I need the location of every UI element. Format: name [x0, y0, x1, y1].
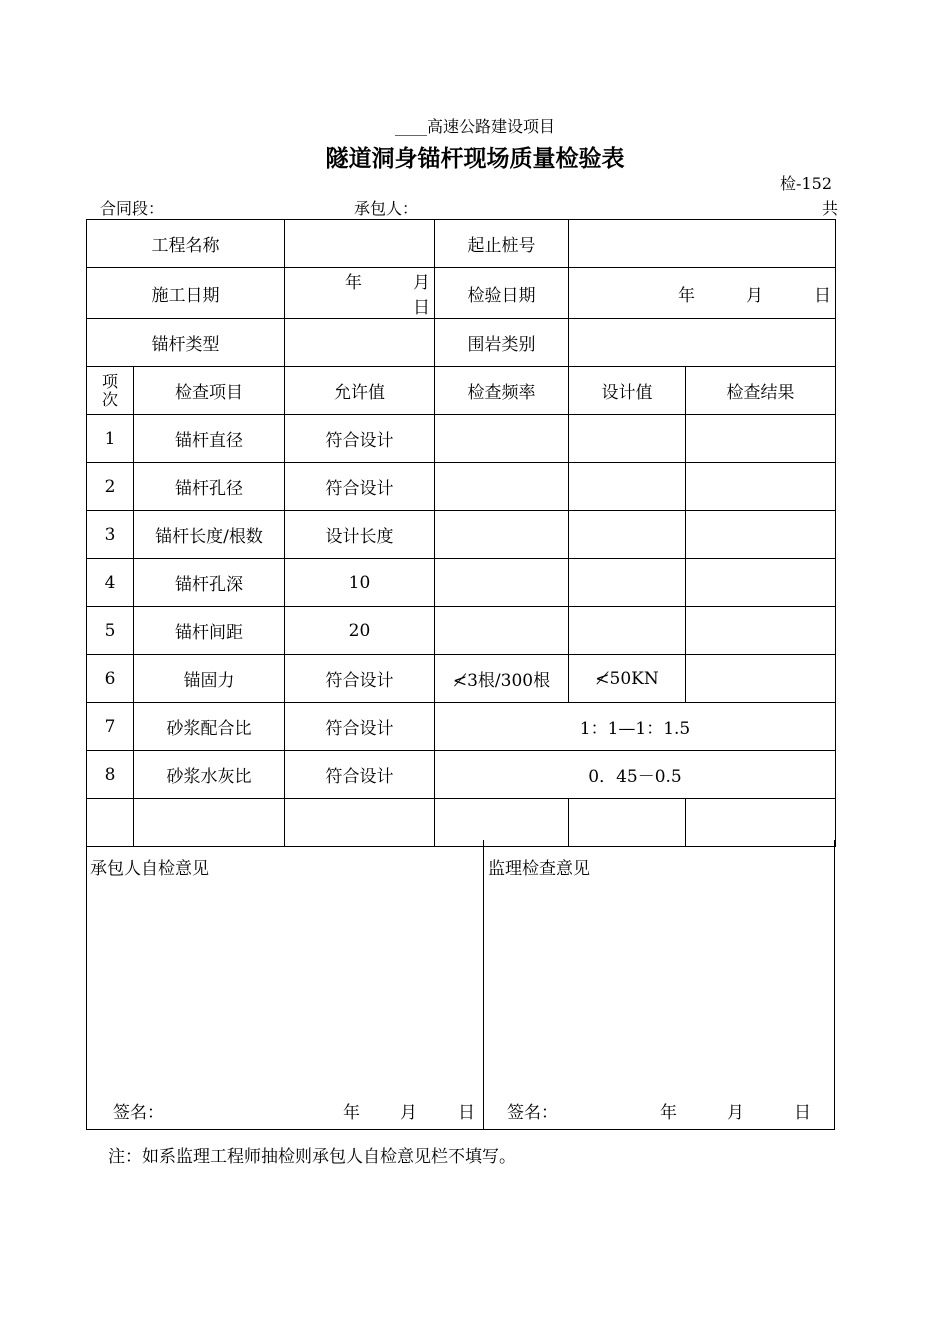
- row-frequency[interactable]: ≮3根/300根: [435, 655, 569, 703]
- row-no: 5: [87, 607, 134, 655]
- row-frequency[interactable]: [435, 415, 569, 463]
- row-item: 砂浆水灰比: [134, 751, 285, 799]
- contractor-month: 月: [400, 1103, 417, 1123]
- row-result[interactable]: [686, 559, 836, 607]
- row-result[interactable]: [686, 415, 836, 463]
- contractor-opinion-label: 承包人自检意见: [90, 859, 209, 879]
- row-item: 锚杆直径: [134, 415, 285, 463]
- supervisor-year: 年: [660, 1103, 677, 1123]
- row-item: 锚杆孔径: [134, 463, 285, 511]
- row-design[interactable]: [569, 559, 686, 607]
- project-subtitle: ____高速公路建设项目: [394, 117, 555, 136]
- row-merged-value[interactable]: 1：1—1：1.5: [435, 703, 836, 751]
- row-no: 1: [87, 415, 134, 463]
- row-item: 砂浆配合比: [134, 703, 285, 751]
- row-item: 锚杆孔深: [134, 559, 285, 607]
- row-allowed: 符合设计: [285, 463, 435, 511]
- contractor-label: 承包人：: [354, 199, 419, 218]
- table-row: [87, 463, 836, 511]
- row-frequency[interactable]: [435, 559, 569, 607]
- row-design[interactable]: [569, 511, 686, 559]
- col-item-header: 检查项目: [134, 367, 285, 415]
- bolt-type-label: 锚杆类型: [87, 319, 285, 367]
- row-allowed: 10: [285, 559, 435, 607]
- row-design[interactable]: [569, 415, 686, 463]
- row-result[interactable]: [686, 463, 836, 511]
- row-allowed: 符合设计: [285, 703, 435, 751]
- table-row: [87, 751, 836, 799]
- table-row: [87, 319, 836, 367]
- col-result-header: 检查结果: [686, 367, 836, 415]
- row-no: 8: [87, 751, 134, 799]
- inspection-table: [86, 219, 836, 847]
- contractor-sign-label: 签名：: [113, 1103, 164, 1123]
- table-row: [87, 268, 836, 319]
- inspection-date-field[interactable]: 年 月 日: [569, 268, 836, 319]
- table-row: [87, 220, 836, 268]
- supervisor-day: 日: [794, 1103, 811, 1123]
- supervisor-month: 月: [727, 1103, 744, 1123]
- row-allowed: 符合设计: [285, 415, 435, 463]
- bolt-type-field[interactable]: [285, 319, 435, 367]
- table-row: [87, 655, 836, 703]
- row-design[interactable]: [569, 463, 686, 511]
- table-row: [87, 415, 836, 463]
- project-name-field[interactable]: [285, 220, 435, 268]
- row-merged-value[interactable]: 0．45－0.5: [435, 751, 836, 799]
- row-allowed: 20: [285, 607, 435, 655]
- table-row: [87, 607, 836, 655]
- row-no: 7: [87, 703, 134, 751]
- row-item: 锚固力: [134, 655, 285, 703]
- contractor-year: 年: [343, 1103, 360, 1123]
- station-label: 起止桩号: [435, 220, 569, 268]
- row-result[interactable]: [686, 655, 836, 703]
- row-no: 3: [87, 511, 134, 559]
- opinion-section: [86, 840, 835, 1130]
- row-allowed: 符合设计: [285, 751, 435, 799]
- table-row: [87, 703, 836, 751]
- row-no: 6: [87, 655, 134, 703]
- row-design[interactable]: ≮50KN: [569, 655, 686, 703]
- row-frequency[interactable]: [435, 463, 569, 511]
- table-header-row: [87, 367, 836, 415]
- col-allowed-header: 允许值: [285, 367, 435, 415]
- col-design-header: 设计值: [569, 367, 686, 415]
- construction-date-label: 施工日期: [87, 268, 285, 319]
- supervisor-sign-label: 签名：: [507, 1103, 558, 1123]
- rock-class-field[interactable]: [569, 319, 836, 367]
- row-allowed: 符合设计: [285, 655, 435, 703]
- inspection-date-label: 检验日期: [435, 268, 569, 319]
- form-code: 检-152: [780, 174, 832, 193]
- contractor-day: 日: [458, 1103, 475, 1123]
- row-result[interactable]: [686, 607, 836, 655]
- row-result[interactable]: [686, 511, 836, 559]
- contract-section-label: 合同段：: [100, 199, 165, 218]
- row-frequency[interactable]: [435, 607, 569, 655]
- form-title: 隧道洞身锚杆现场质量检验表: [325, 146, 625, 172]
- total-pages-label: 共: [822, 199, 839, 218]
- row-item: 锚杆间距: [134, 607, 285, 655]
- col-frequency-header: 检查频率: [435, 367, 569, 415]
- row-no: 2: [87, 463, 134, 511]
- col-no-header: 项次: [87, 367, 134, 415]
- rock-class-label: 围岩类别: [435, 319, 569, 367]
- row-design[interactable]: [569, 607, 686, 655]
- station-field[interactable]: [569, 220, 836, 268]
- footnote: 注：如系监理工程师抽检则承包人自检意见栏不填写。: [108, 1147, 516, 1167]
- row-frequency[interactable]: [435, 511, 569, 559]
- row-item: 锚杆长度/根数: [134, 511, 285, 559]
- opinion-divider: [483, 840, 484, 1129]
- row-no: 4: [87, 559, 134, 607]
- row-allowed: 设计长度: [285, 511, 435, 559]
- construction-date-field[interactable]: 年 月 日: [285, 268, 435, 319]
- table-row: [87, 511, 836, 559]
- supervisor-opinion-label: 监理检查意见: [488, 859, 590, 879]
- table-row: [87, 559, 836, 607]
- project-name-label: 工程名称: [87, 220, 285, 268]
